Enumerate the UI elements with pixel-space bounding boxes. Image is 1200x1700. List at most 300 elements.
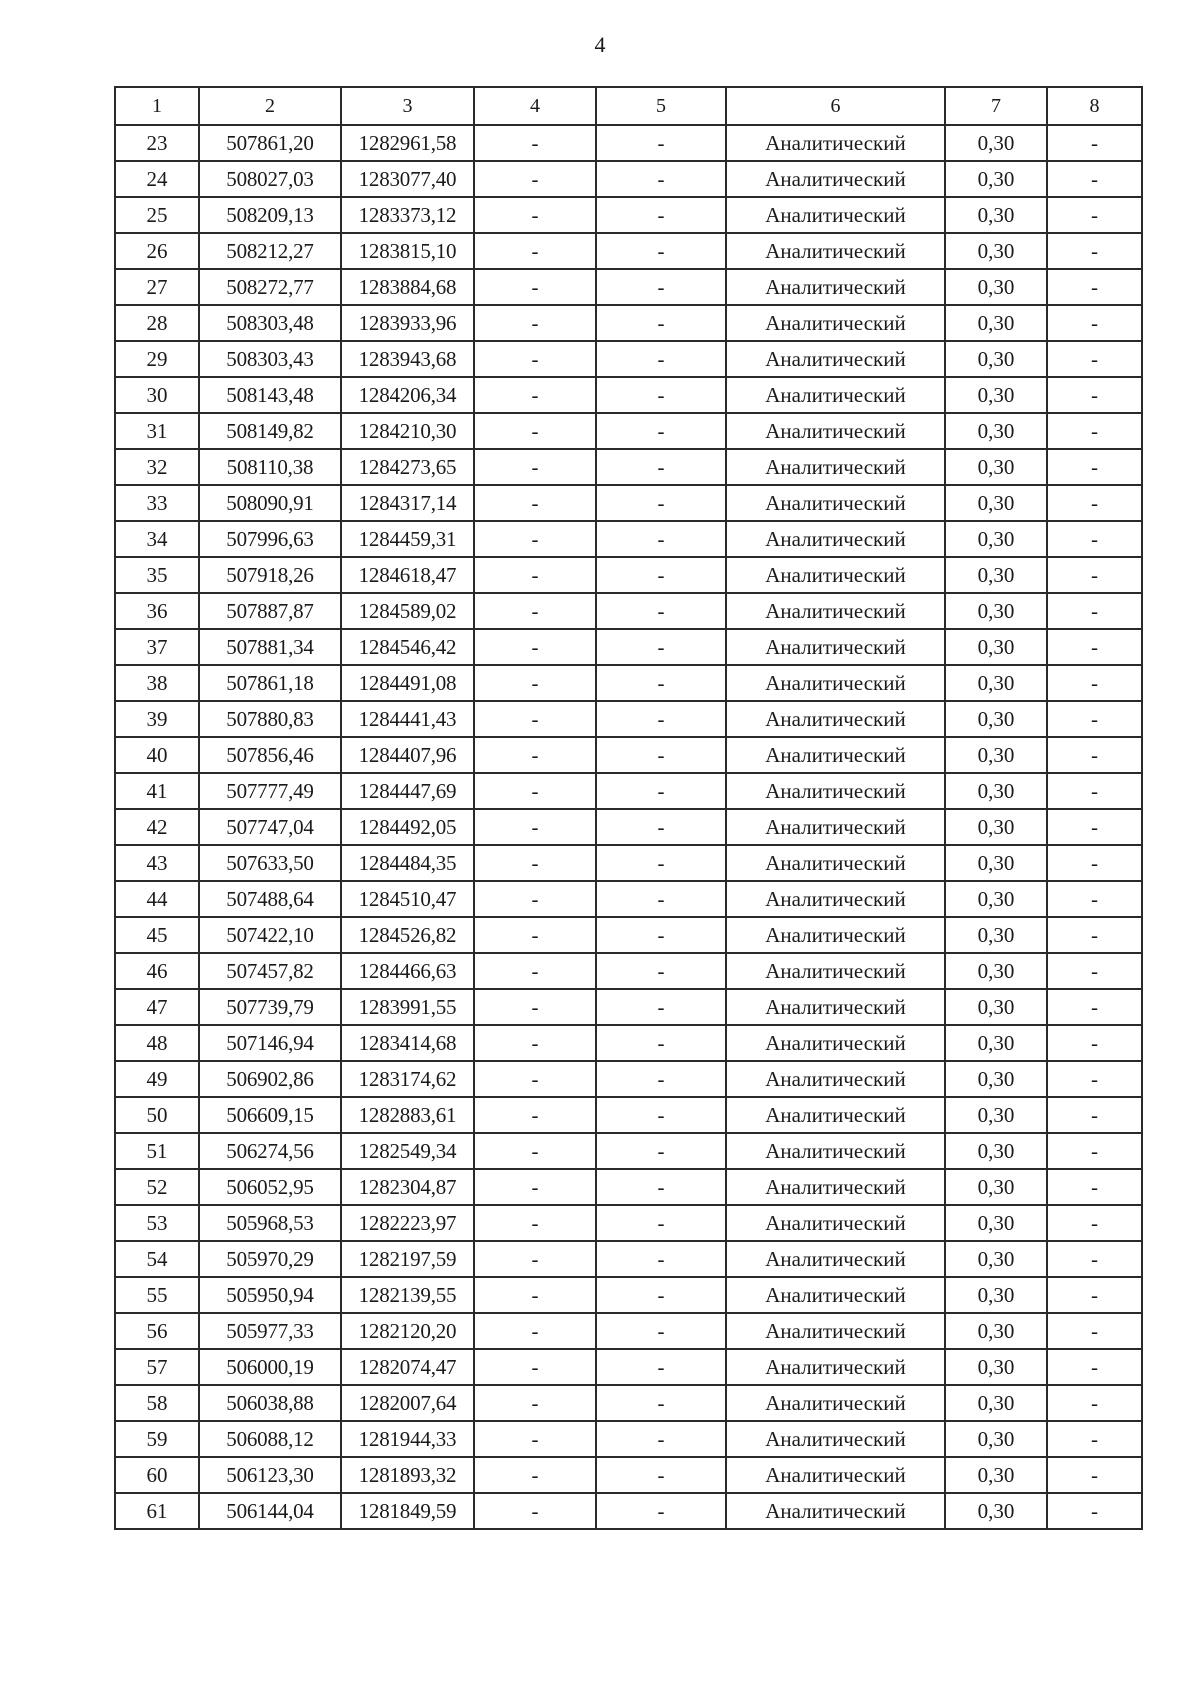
cell-col-3-y: 1284273,65 bbox=[341, 449, 474, 485]
cell-col-6-method: Аналитический bbox=[726, 1241, 945, 1277]
cell-col-4: - bbox=[474, 233, 596, 269]
cell-col-6-method: Аналитический bbox=[726, 737, 945, 773]
cell-col-2-x: 506000,19 bbox=[199, 1349, 341, 1385]
cell-col-6-method: Аналитический bbox=[726, 161, 945, 197]
cell-col-2-x: 507856,46 bbox=[199, 737, 341, 773]
cell-col-8: - bbox=[1047, 1133, 1142, 1169]
cell-col-8: - bbox=[1047, 125, 1142, 161]
cell-col-6-method: Аналитический bbox=[726, 1421, 945, 1457]
cell-col-8: - bbox=[1047, 1241, 1142, 1277]
cell-col-6-method: Аналитический bbox=[726, 125, 945, 161]
cell-col-8: - bbox=[1047, 1457, 1142, 1493]
cell-col-1-number: 36 bbox=[115, 593, 199, 629]
table-row bbox=[115, 1313, 1142, 1349]
cell-col-2-x: 505970,29 bbox=[199, 1241, 341, 1277]
cell-col-8: - bbox=[1047, 1025, 1142, 1061]
cell-col-1-number: 24 bbox=[115, 161, 199, 197]
column-header-col-2-x: 2 bbox=[199, 87, 341, 125]
cell-col-2-x: 506274,56 bbox=[199, 1133, 341, 1169]
cell-col-6-method: Аналитический bbox=[726, 845, 945, 881]
cell-col-4: - bbox=[474, 809, 596, 845]
cell-col-5: - bbox=[596, 413, 726, 449]
cell-col-1-number: 43 bbox=[115, 845, 199, 881]
table-row bbox=[115, 773, 1142, 809]
cell-col-3-y: 1284447,69 bbox=[341, 773, 474, 809]
cell-col-5: - bbox=[596, 665, 726, 701]
cell-col-2-x: 508027,03 bbox=[199, 161, 341, 197]
cell-col-4: - bbox=[474, 917, 596, 953]
cell-col-7-accuracy: 0,30 bbox=[945, 269, 1047, 305]
cell-col-4: - bbox=[474, 593, 596, 629]
cell-col-8: - bbox=[1047, 593, 1142, 629]
cell-col-6-method: Аналитический bbox=[726, 341, 945, 377]
cell-col-7-accuracy: 0,30 bbox=[945, 1241, 1047, 1277]
cell-col-1-number: 61 bbox=[115, 1493, 199, 1529]
cell-col-2-x: 507861,18 bbox=[199, 665, 341, 701]
cell-col-7-accuracy: 0,30 bbox=[945, 557, 1047, 593]
table-row bbox=[115, 1349, 1142, 1385]
cell-col-2-x: 508303,48 bbox=[199, 305, 341, 341]
cell-col-7-accuracy: 0,30 bbox=[945, 773, 1047, 809]
cell-col-1-number: 32 bbox=[115, 449, 199, 485]
cell-col-1-number: 49 bbox=[115, 1061, 199, 1097]
cell-col-3-y: 1283991,55 bbox=[341, 989, 474, 1025]
cell-col-1-number: 41 bbox=[115, 773, 199, 809]
cell-col-5: - bbox=[596, 593, 726, 629]
cell-col-5: - bbox=[596, 377, 726, 413]
table-row bbox=[115, 269, 1142, 305]
cell-col-3-y: 1282074,47 bbox=[341, 1349, 474, 1385]
cell-col-5: - bbox=[596, 1421, 726, 1457]
cell-col-2-x: 506088,12 bbox=[199, 1421, 341, 1457]
cell-col-4: - bbox=[474, 629, 596, 665]
table-row bbox=[115, 125, 1142, 161]
cell-col-6-method: Аналитический bbox=[726, 449, 945, 485]
cell-col-8: - bbox=[1047, 1385, 1142, 1421]
cell-col-2-x: 508209,13 bbox=[199, 197, 341, 233]
cell-col-3-y: 1283414,68 bbox=[341, 1025, 474, 1061]
cell-col-8: - bbox=[1047, 485, 1142, 521]
cell-col-2-x: 508149,82 bbox=[199, 413, 341, 449]
cell-col-7-accuracy: 0,30 bbox=[945, 197, 1047, 233]
cell-col-1-number: 50 bbox=[115, 1097, 199, 1133]
cell-col-8: - bbox=[1047, 449, 1142, 485]
cell-col-5: - bbox=[596, 1385, 726, 1421]
cell-col-3-y: 1283943,68 bbox=[341, 341, 474, 377]
cell-col-2-x: 507739,79 bbox=[199, 989, 341, 1025]
cell-col-6-method: Аналитический bbox=[726, 629, 945, 665]
cell-col-4: - bbox=[474, 341, 596, 377]
cell-col-1-number: 47 bbox=[115, 989, 199, 1025]
cell-col-1-number: 58 bbox=[115, 1385, 199, 1421]
cell-col-4: - bbox=[474, 1097, 596, 1133]
cell-col-7-accuracy: 0,30 bbox=[945, 1421, 1047, 1457]
cell-col-4: - bbox=[474, 845, 596, 881]
cell-col-8: - bbox=[1047, 629, 1142, 665]
table-row bbox=[115, 1493, 1142, 1529]
cell-col-8: - bbox=[1047, 1313, 1142, 1349]
cell-col-7-accuracy: 0,30 bbox=[945, 377, 1047, 413]
cell-col-7-accuracy: 0,30 bbox=[945, 845, 1047, 881]
table-row bbox=[115, 1277, 1142, 1313]
cell-col-5: - bbox=[596, 1169, 726, 1205]
cell-col-3-y: 1281849,59 bbox=[341, 1493, 474, 1529]
cell-col-1-number: 59 bbox=[115, 1421, 199, 1457]
cell-col-6-method: Аналитический bbox=[726, 809, 945, 845]
cell-col-8: - bbox=[1047, 845, 1142, 881]
cell-col-1-number: 48 bbox=[115, 1025, 199, 1061]
cell-col-1-number: 29 bbox=[115, 341, 199, 377]
cell-col-2-x: 507880,83 bbox=[199, 701, 341, 737]
cell-col-3-y: 1284491,08 bbox=[341, 665, 474, 701]
table-row bbox=[115, 197, 1142, 233]
cell-col-3-y: 1281944,33 bbox=[341, 1421, 474, 1457]
cell-col-5: - bbox=[596, 521, 726, 557]
cell-col-8: - bbox=[1047, 953, 1142, 989]
cell-col-4: - bbox=[474, 773, 596, 809]
cell-col-2-x: 505950,94 bbox=[199, 1277, 341, 1313]
cell-col-2-x: 507861,20 bbox=[199, 125, 341, 161]
cell-col-5: - bbox=[596, 341, 726, 377]
page-number: 4 bbox=[594, 32, 606, 57]
table-row bbox=[115, 1169, 1142, 1205]
cell-col-5: - bbox=[596, 125, 726, 161]
cell-col-1-number: 56 bbox=[115, 1313, 199, 1349]
cell-col-4: - bbox=[474, 197, 596, 233]
cell-col-5: - bbox=[596, 1025, 726, 1061]
cell-col-7-accuracy: 0,30 bbox=[945, 1205, 1047, 1241]
table-row bbox=[115, 989, 1142, 1025]
cell-col-4: - bbox=[474, 1133, 596, 1169]
table-row bbox=[115, 521, 1142, 557]
cell-col-4: - bbox=[474, 413, 596, 449]
cell-col-7-accuracy: 0,30 bbox=[945, 305, 1047, 341]
cell-col-7-accuracy: 0,30 bbox=[945, 953, 1047, 989]
cell-col-4: - bbox=[474, 1205, 596, 1241]
cell-col-1-number: 55 bbox=[115, 1277, 199, 1313]
cell-col-4: - bbox=[474, 989, 596, 1025]
cell-col-4: - bbox=[474, 125, 596, 161]
cell-col-7-accuracy: 0,30 bbox=[945, 449, 1047, 485]
cell-col-1-number: 30 bbox=[115, 377, 199, 413]
cell-col-1-number: 27 bbox=[115, 269, 199, 305]
cell-col-6-method: Аналитический bbox=[726, 953, 945, 989]
cell-col-3-y: 1283373,12 bbox=[341, 197, 474, 233]
cell-col-3-y: 1284492,05 bbox=[341, 809, 474, 845]
cell-col-7-accuracy: 0,30 bbox=[945, 125, 1047, 161]
cell-col-1-number: 54 bbox=[115, 1241, 199, 1277]
cell-col-2-x: 508212,27 bbox=[199, 233, 341, 269]
cell-col-5: - bbox=[596, 1313, 726, 1349]
cell-col-4: - bbox=[474, 1025, 596, 1061]
cell-col-7-accuracy: 0,30 bbox=[945, 1313, 1047, 1349]
cell-col-6-method: Аналитический bbox=[726, 1313, 945, 1349]
cell-col-8: - bbox=[1047, 1097, 1142, 1133]
cell-col-3-y: 1283884,68 bbox=[341, 269, 474, 305]
table-row bbox=[115, 953, 1142, 989]
table-row bbox=[115, 1061, 1142, 1097]
cell-col-4: - bbox=[474, 1241, 596, 1277]
table-row bbox=[115, 1097, 1142, 1133]
cell-col-8: - bbox=[1047, 413, 1142, 449]
cell-col-3-y: 1282883,61 bbox=[341, 1097, 474, 1133]
cell-col-4: - bbox=[474, 953, 596, 989]
cell-col-7-accuracy: 0,30 bbox=[945, 881, 1047, 917]
table-row bbox=[115, 917, 1142, 953]
cell-col-4: - bbox=[474, 1457, 596, 1493]
cell-col-7-accuracy: 0,30 bbox=[945, 161, 1047, 197]
cell-col-7-accuracy: 0,30 bbox=[945, 809, 1047, 845]
cell-col-3-y: 1284526,82 bbox=[341, 917, 474, 953]
cell-col-1-number: 51 bbox=[115, 1133, 199, 1169]
cell-col-6-method: Аналитический bbox=[726, 557, 945, 593]
cell-col-6-method: Аналитический bbox=[726, 1385, 945, 1421]
cell-col-8: - bbox=[1047, 1169, 1142, 1205]
table-row bbox=[115, 1025, 1142, 1061]
cell-col-5: - bbox=[596, 161, 726, 197]
cell-col-3-y: 1282007,64 bbox=[341, 1385, 474, 1421]
cell-col-8: - bbox=[1047, 917, 1142, 953]
cell-col-8: - bbox=[1047, 701, 1142, 737]
cell-col-3-y: 1281893,32 bbox=[341, 1457, 474, 1493]
cell-col-3-y: 1284210,30 bbox=[341, 413, 474, 449]
cell-col-2-x: 508110,38 bbox=[199, 449, 341, 485]
cell-col-6-method: Аналитический bbox=[726, 1061, 945, 1097]
table-row bbox=[115, 665, 1142, 701]
cell-col-2-x: 506123,30 bbox=[199, 1457, 341, 1493]
cell-col-1-number: 53 bbox=[115, 1205, 199, 1241]
cell-col-2-x: 507881,34 bbox=[199, 629, 341, 665]
cell-col-4: - bbox=[474, 1313, 596, 1349]
cell-col-1-number: 60 bbox=[115, 1457, 199, 1493]
table-row bbox=[115, 1457, 1142, 1493]
cell-col-6-method: Аналитический bbox=[726, 1493, 945, 1529]
table-row bbox=[115, 809, 1142, 845]
cell-col-8: - bbox=[1047, 377, 1142, 413]
table-row bbox=[115, 1385, 1142, 1421]
cell-col-4: - bbox=[474, 377, 596, 413]
cell-col-6-method: Аналитический bbox=[726, 1097, 945, 1133]
table-row bbox=[115, 629, 1142, 665]
cell-col-8: - bbox=[1047, 773, 1142, 809]
cell-col-2-x: 508272,77 bbox=[199, 269, 341, 305]
cell-col-7-accuracy: 0,30 bbox=[945, 341, 1047, 377]
cell-col-7-accuracy: 0,30 bbox=[945, 737, 1047, 773]
cell-col-1-number: 35 bbox=[115, 557, 199, 593]
cell-col-6-method: Аналитический bbox=[726, 701, 945, 737]
cell-col-2-x: 507887,87 bbox=[199, 593, 341, 629]
cell-col-3-y: 1282549,34 bbox=[341, 1133, 474, 1169]
table-row bbox=[115, 341, 1142, 377]
table-row bbox=[115, 233, 1142, 269]
cell-col-3-y: 1282304,87 bbox=[341, 1169, 474, 1205]
cell-col-4: - bbox=[474, 737, 596, 773]
cell-col-8: - bbox=[1047, 1349, 1142, 1385]
cell-col-4: - bbox=[474, 1277, 596, 1313]
cell-col-2-x: 506902,86 bbox=[199, 1061, 341, 1097]
cell-col-1-number: 39 bbox=[115, 701, 199, 737]
cell-col-3-y: 1284459,31 bbox=[341, 521, 474, 557]
cell-col-2-x: 508090,91 bbox=[199, 485, 341, 521]
cell-col-2-x: 507633,50 bbox=[199, 845, 341, 881]
cell-col-2-x: 507146,94 bbox=[199, 1025, 341, 1061]
cell-col-4: - bbox=[474, 1349, 596, 1385]
cell-col-7-accuracy: 0,30 bbox=[945, 233, 1047, 269]
cell-col-1-number: 57 bbox=[115, 1349, 199, 1385]
cell-col-5: - bbox=[596, 773, 726, 809]
cell-col-8: - bbox=[1047, 269, 1142, 305]
cell-col-8: - bbox=[1047, 809, 1142, 845]
cell-col-5: - bbox=[596, 1097, 726, 1133]
cell-col-8: - bbox=[1047, 1421, 1142, 1457]
cell-col-8: - bbox=[1047, 197, 1142, 233]
cell-col-8: - bbox=[1047, 341, 1142, 377]
cell-col-3-y: 1283815,10 bbox=[341, 233, 474, 269]
cell-col-4: - bbox=[474, 1421, 596, 1457]
cell-col-1-number: 34 bbox=[115, 521, 199, 557]
cell-col-5: - bbox=[596, 1241, 726, 1277]
cell-col-5: - bbox=[596, 1493, 726, 1529]
cell-col-8: - bbox=[1047, 305, 1142, 341]
cell-col-8: - bbox=[1047, 1205, 1142, 1241]
cell-col-7-accuracy: 0,30 bbox=[945, 665, 1047, 701]
cell-col-7-accuracy: 0,30 bbox=[945, 1133, 1047, 1169]
cell-col-6-method: Аналитический bbox=[726, 521, 945, 557]
cell-col-3-y: 1283933,96 bbox=[341, 305, 474, 341]
cell-col-5: - bbox=[596, 1205, 726, 1241]
cell-col-6-method: Аналитический bbox=[726, 1025, 945, 1061]
cell-col-8: - bbox=[1047, 1493, 1142, 1529]
cell-col-3-y: 1284407,96 bbox=[341, 737, 474, 773]
cell-col-2-x: 507457,82 bbox=[199, 953, 341, 989]
cell-col-7-accuracy: 0,30 bbox=[945, 521, 1047, 557]
column-header-col-8: 8 bbox=[1047, 87, 1142, 125]
cell-col-5: - bbox=[596, 629, 726, 665]
cell-col-5: - bbox=[596, 917, 726, 953]
cell-col-7-accuracy: 0,30 bbox=[945, 1061, 1047, 1097]
column-header-col-1-number: 1 bbox=[115, 87, 199, 125]
cell-col-1-number: 28 bbox=[115, 305, 199, 341]
cell-col-2-x: 506609,15 bbox=[199, 1097, 341, 1133]
table-row bbox=[115, 1133, 1142, 1169]
cell-col-2-x: 506144,04 bbox=[199, 1493, 341, 1529]
cell-col-5: - bbox=[596, 557, 726, 593]
cell-col-1-number: 40 bbox=[115, 737, 199, 773]
cell-col-5: - bbox=[596, 989, 726, 1025]
cell-col-6-method: Аналитический bbox=[726, 1277, 945, 1313]
table-row bbox=[115, 557, 1142, 593]
cell-col-4: - bbox=[474, 557, 596, 593]
cell-col-3-y: 1284484,35 bbox=[341, 845, 474, 881]
cell-col-8: - bbox=[1047, 233, 1142, 269]
cell-col-1-number: 52 bbox=[115, 1169, 199, 1205]
cell-col-6-method: Аналитический bbox=[726, 1349, 945, 1385]
cell-col-1-number: 42 bbox=[115, 809, 199, 845]
cell-col-7-accuracy: 0,30 bbox=[945, 701, 1047, 737]
cell-col-4: - bbox=[474, 1385, 596, 1421]
cell-col-4: - bbox=[474, 1169, 596, 1205]
cell-col-6-method: Аналитический bbox=[726, 197, 945, 233]
cell-col-3-y: 1284206,34 bbox=[341, 377, 474, 413]
cell-col-5: - bbox=[596, 953, 726, 989]
cell-col-3-y: 1284441,43 bbox=[341, 701, 474, 737]
table-row bbox=[115, 881, 1142, 917]
cell-col-2-x: 507996,63 bbox=[199, 521, 341, 557]
cell-col-2-x: 506038,88 bbox=[199, 1385, 341, 1421]
table-row bbox=[115, 377, 1142, 413]
table-row bbox=[115, 737, 1142, 773]
cell-col-5: - bbox=[596, 701, 726, 737]
cell-col-5: - bbox=[596, 1457, 726, 1493]
cell-col-4: - bbox=[474, 701, 596, 737]
cell-col-4: - bbox=[474, 665, 596, 701]
cell-col-8: - bbox=[1047, 161, 1142, 197]
cell-col-4: - bbox=[474, 485, 596, 521]
cell-col-8: - bbox=[1047, 521, 1142, 557]
column-header-col-5: 5 bbox=[596, 87, 726, 125]
cell-col-7-accuracy: 0,30 bbox=[945, 593, 1047, 629]
cell-col-1-number: 38 bbox=[115, 665, 199, 701]
cell-col-7-accuracy: 0,30 bbox=[945, 989, 1047, 1025]
cell-col-3-y: 1282120,20 bbox=[341, 1313, 474, 1349]
cell-col-1-number: 45 bbox=[115, 917, 199, 953]
cell-col-4: - bbox=[474, 161, 596, 197]
cell-col-8: - bbox=[1047, 1277, 1142, 1313]
cell-col-7-accuracy: 0,30 bbox=[945, 1169, 1047, 1205]
cell-col-4: - bbox=[474, 521, 596, 557]
cell-col-8: - bbox=[1047, 881, 1142, 917]
cell-col-7-accuracy: 0,30 bbox=[945, 1277, 1047, 1313]
cell-col-7-accuracy: 0,30 bbox=[945, 1385, 1047, 1421]
cell-col-8: - bbox=[1047, 557, 1142, 593]
cell-col-3-y: 1284618,47 bbox=[341, 557, 474, 593]
cell-col-6-method: Аналитический bbox=[726, 593, 945, 629]
cell-col-6-method: Аналитический bbox=[726, 1133, 945, 1169]
column-header-col-4: 4 bbox=[474, 87, 596, 125]
cell-col-2-x: 507777,49 bbox=[199, 773, 341, 809]
table-row bbox=[115, 593, 1142, 629]
cell-col-1-number: 33 bbox=[115, 485, 199, 521]
cell-col-7-accuracy: 0,30 bbox=[945, 629, 1047, 665]
cell-col-4: - bbox=[474, 305, 596, 341]
cell-col-5: - bbox=[596, 197, 726, 233]
cell-col-5: - bbox=[596, 1061, 726, 1097]
cell-col-6-method: Аналитический bbox=[726, 665, 945, 701]
column-header-col-3-y: 3 bbox=[341, 87, 474, 125]
cell-col-5: - bbox=[596, 1277, 726, 1313]
cell-col-8: - bbox=[1047, 989, 1142, 1025]
cell-col-7-accuracy: 0,30 bbox=[945, 1493, 1047, 1529]
cell-col-5: - bbox=[596, 845, 726, 881]
column-header-col-6-method: 6 bbox=[726, 87, 945, 125]
table-row bbox=[115, 701, 1142, 737]
column-header-col-7-accuracy: 7 bbox=[945, 87, 1047, 125]
cell-col-6-method: Аналитический bbox=[726, 917, 945, 953]
table-row bbox=[115, 413, 1142, 449]
coordinates-table bbox=[114, 86, 1143, 1530]
table-row bbox=[115, 449, 1142, 485]
cell-col-6-method: Аналитический bbox=[726, 485, 945, 521]
cell-col-3-y: 1284546,42 bbox=[341, 629, 474, 665]
cell-col-1-number: 23 bbox=[115, 125, 199, 161]
cell-col-5: - bbox=[596, 269, 726, 305]
cell-col-1-number: 25 bbox=[115, 197, 199, 233]
cell-col-5: - bbox=[596, 737, 726, 773]
cell-col-3-y: 1284317,14 bbox=[341, 485, 474, 521]
cell-col-6-method: Аналитический bbox=[726, 413, 945, 449]
cell-col-2-x: 505968,53 bbox=[199, 1205, 341, 1241]
cell-col-3-y: 1284510,47 bbox=[341, 881, 474, 917]
